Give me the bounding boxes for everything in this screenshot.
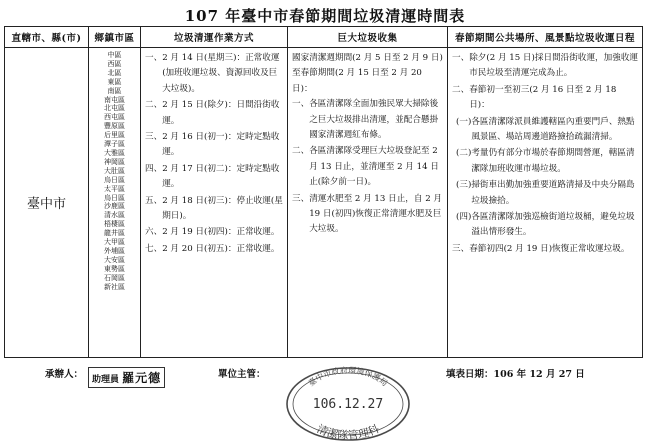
item-text: 春節初一至初三(2 月 16 日至 2 月 18 日)： [469, 84, 617, 111]
schedule-row [5, 48, 643, 358]
district-name: 梧棲區 [104, 220, 125, 229]
handler-name: 羅元德 [122, 371, 162, 385]
district-name: 潭子區 [104, 140, 125, 149]
public-item [452, 242, 638, 257]
public-items-list [452, 51, 638, 114]
district-name: 新社區 [104, 282, 125, 291]
item-text: 2 月 15 日(除夕)：日間沿街收運。 [162, 100, 280, 126]
item-text: 各區清潔隊受理巨大垃圾登記至 2 月 13 日止，並清運至 2 月 14 日止(除夕前一日)。 [309, 146, 439, 188]
city-cell [5, 48, 89, 358]
garbage-op-item [145, 162, 283, 193]
district-name: 龍井區 [104, 229, 125, 238]
district-name: 大甲區 [104, 238, 125, 247]
district-name: 大安區 [104, 255, 125, 264]
header-bulky-waste: 巨大垃圾收集 [288, 27, 448, 48]
item-number: 六、 [145, 227, 163, 238]
header-districts: 鄉鎮市區 [89, 27, 141, 48]
public-sub-item [452, 178, 638, 209]
item-number: (一) [456, 116, 472, 127]
item-text: 2 月 19 日(初四)：正常收運。 [162, 227, 280, 238]
page-title: 107 年臺中市春節期間垃圾清運時間表 [184, 7, 466, 25]
item-number: 一、 [292, 99, 310, 110]
item-text: 2 月 16 日(初一)：定時定點收運。 [162, 132, 280, 158]
garbage-op-item [145, 51, 283, 97]
district-name: 太平區 [104, 184, 125, 193]
seal-bottom-text: 清潔隊管理科 [314, 422, 382, 442]
city-name: 臺中市 [26, 197, 66, 212]
item-text: 除夕(2 月 15 日)採日間沿街收運，加強收運市民垃圾至清運完成為止。 [469, 53, 639, 79]
district-name: 中區 [107, 51, 122, 59]
garbage-op-item [145, 242, 283, 257]
item-text: 2 月 18 日(初三)：停止收運(星期日)。 [162, 195, 283, 222]
supervisor-label: 單位主管： [218, 369, 266, 380]
district-list [89, 48, 140, 291]
district-name: 北屯區 [104, 104, 125, 113]
item-text: 考量仍有部分市場於春節期間營運，轄區清潔隊加班收運市場垃圾。 [471, 148, 635, 174]
item-number: 三、 [452, 243, 470, 254]
public-sub-item [452, 115, 638, 146]
item-number: 一、 [145, 53, 163, 63]
schedule-table [4, 26, 643, 358]
item-text: 各區清潔隊派員維護轄區內重要門戶、熱點風景區、場站周邊道路撿拾疏漏清掃。 [471, 116, 635, 143]
district-name: 清水區 [104, 211, 125, 220]
header-garbage-ops: 垃圾清運作業方式 [141, 27, 288, 48]
official-seal [283, 362, 413, 442]
item-number: (二) [456, 148, 472, 159]
item-number: 五、 [145, 195, 163, 206]
garbage-ops-cell [141, 48, 288, 358]
header-row [5, 27, 643, 48]
district-name: 后里區 [104, 131, 125, 140]
item-text: 掃街車出勤加強重要道路清掃及中央分隔島垃圾撿拾。 [471, 180, 635, 206]
garbage-op-item [145, 130, 283, 161]
district-name: 豐原區 [104, 122, 125, 131]
bulky-item [292, 144, 443, 190]
header-city: 直轄市、縣(市) [5, 27, 89, 48]
district-name: 北區 [107, 68, 122, 77]
item-number: 二、 [145, 100, 163, 111]
garbage-op-item [145, 225, 283, 240]
district-name: 大雅區 [104, 148, 125, 157]
district-name: 南區 [107, 86, 122, 95]
item-number: 三、 [292, 193, 310, 204]
item-text: 清運水肥至 2 月 13 日止，自 2 月 19 日(初四)恢復正常清運水肥及巨大垃圾。 [309, 193, 442, 235]
item-number: 四、 [145, 163, 163, 174]
district-name: 大肚區 [104, 166, 125, 175]
district-name: 烏日區 [104, 193, 125, 202]
districts-cell [89, 48, 141, 358]
district-name: 沙鹿區 [104, 202, 125, 211]
item-text: 各區清潔隊全面加強民眾大掃除後之巨大垃圾排出清運，並配合懸掛國家清潔週紅布條。 [309, 99, 439, 141]
item-text: 2 月 20 日(初五)：正常收運。 [162, 243, 280, 254]
item-number: (三) [456, 180, 472, 191]
district-name: 西區 [107, 59, 122, 68]
public-places-content [448, 48, 642, 257]
handler-title: 助理員 [92, 375, 120, 385]
seal-date: 106.12.27 [312, 397, 384, 412]
item-text: 春節初四(2 月 19 日)恢復正常收運垃圾。 [469, 243, 630, 254]
item-text: 2 月 14 日(星期三)：正常收運(加班收運垃圾、資源回收及巨大垃圾)。 [162, 53, 280, 94]
bulky-item [292, 192, 443, 238]
fill-date: 填表日期：106 年 12 月 27 日 [446, 369, 585, 380]
district-name: 南屯區 [104, 95, 125, 104]
public-sub-items-list [452, 115, 638, 241]
garbage-op-item [145, 194, 283, 225]
garbage-op-item [145, 98, 283, 129]
district-name: 石岡區 [104, 273, 125, 282]
item-text: 2 月 17 日(初二)：定時定點收運。 [162, 163, 280, 190]
item-number: (四) [456, 212, 472, 223]
item-number: 二、 [452, 84, 470, 95]
item-number: 二、 [292, 146, 310, 157]
public-item [452, 51, 638, 82]
district-name: 西屯區 [104, 113, 125, 122]
bulky-item [292, 97, 443, 143]
public-places-cell [448, 48, 643, 358]
item-text: 各區清潔隊加強巡檢街道垃圾桶，避免垃圾溢出情形發生。 [471, 212, 635, 238]
garbage-ops-list [141, 48, 287, 257]
handler-label: 承辦人： [45, 369, 84, 380]
header-public-places: 春節期間公共場所、風景點垃圾收運日程 [448, 27, 643, 48]
public-sub-item [452, 146, 638, 177]
bulky-waste-cell [288, 48, 448, 358]
public-sub-item [452, 210, 638, 241]
district-name: 外埔區 [104, 246, 125, 255]
item-number: 一、 [452, 53, 470, 63]
bulky-waste-content [288, 48, 447, 238]
handler-signature [88, 367, 165, 388]
district-name: 東勢區 [104, 264, 125, 273]
public-item [452, 83, 638, 114]
bulky-items-list [292, 97, 443, 238]
bulky-intro: 國家清潔週期間(2 月 5 日至 2 月 9 日)至春節期間(2 月 15 日至 2 月 20 日)： [292, 53, 443, 94]
district-name: 東區 [107, 77, 122, 86]
district-name: 烏日區 [104, 175, 125, 184]
district-name: 神岡區 [104, 157, 125, 166]
item-number: 七、 [145, 243, 163, 254]
seal-top-text: 臺中市政府環境保護局 [306, 365, 390, 389]
item-number: 三、 [145, 132, 163, 143]
